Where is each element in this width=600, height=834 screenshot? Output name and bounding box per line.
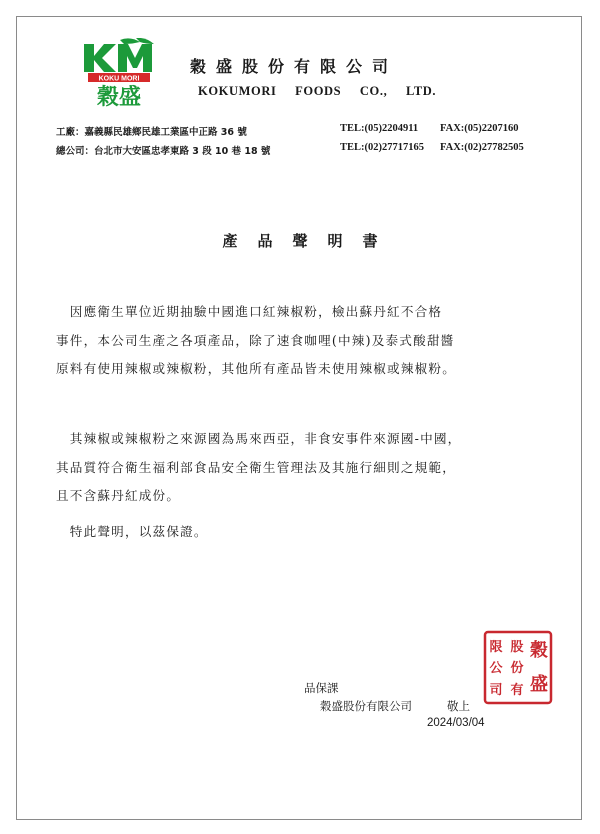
seal-char: 有 [510, 683, 524, 698]
logo-brand-en: KOKU MORI [98, 75, 140, 83]
signature-company: 穀盛股份有限公司 [320, 699, 412, 713]
signature-closing: 敬上 [447, 699, 470, 713]
seal-char: 盛 [530, 674, 548, 695]
signature-department: 品保課 [304, 681, 339, 695]
company-seal [483, 630, 553, 705]
kokumori-logo [80, 38, 162, 108]
seal-char: 份 [510, 661, 524, 676]
km-mark [84, 38, 154, 72]
seal-char: 公 [489, 661, 503, 676]
factory-tel: TEL:(05)2204911 [340, 123, 419, 134]
document-title: 產品聲明書 [222, 232, 398, 250]
head-office-address: 總公司：台北市大安區忠孝東路 3 段 10 巷 18 號 [56, 146, 271, 157]
seal-char: 司 [489, 683, 503, 698]
seal-char: 穀 [530, 640, 548, 661]
paragraph-statement: 因應衛生單位近期抽驗中國進口紅辣椒粉，檢出蘇丹紅不合格 事件，本公司生產之各項產品，除了速食咖哩(中辣)及泰式酸甜醬 原料有使用辣椒或辣椒粉，其他所有產品皆未使用辣椒或辣椒粉。 [56, 304, 457, 376]
signature-date: 2024/03/04 [427, 717, 485, 729]
factory-address: 工廠：嘉義縣民雄鄉民雄工業區中正路 36 號 [56, 127, 247, 138]
company-name-en: KOKUMORI FOODS CO., LTD. [198, 84, 437, 98]
factory-fax: FAX:(05)2207160 [440, 123, 519, 134]
head-office-fax: FAX:(02)27782505 [440, 142, 524, 153]
head-office-tel: TEL:(02)27717165 [340, 142, 424, 153]
paragraph-closing: 特此聲明，以茲保證。 [56, 524, 208, 539]
seal-char: 限 [489, 640, 503, 655]
seal-char: 股 [510, 640, 524, 655]
logo-brand-zh: 穀盛 [96, 84, 142, 108]
company-name-zh: 穀盛股份有限公司 [190, 57, 399, 76]
paragraph-origin: 其辣椒或辣椒粉之來源國為馬來西亞，非食安事件來源國-中國， 其品質符合衛生福利部食品安全衛生管理法及其施行細則之規範， 且不含蘇丹紅成份。 [56, 431, 462, 503]
